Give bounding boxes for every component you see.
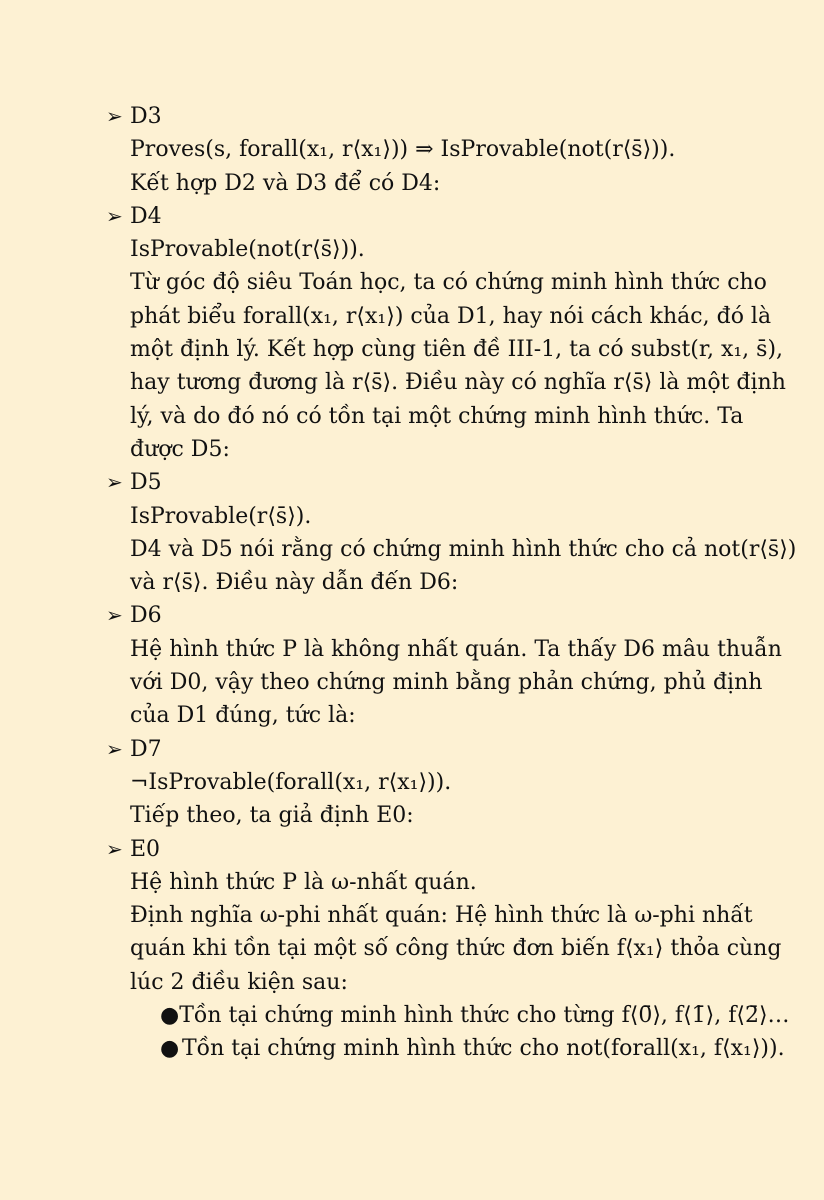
- text-line: D4 và D5 nói rằng có chứng minh hình thức cho cả not(r⟨s̄⟩): [130, 536, 797, 562]
- text-line: lúc 2 điều kiện sau:: [130, 969, 348, 995]
- section-heading: [106, 200, 786, 233]
- bullet-item: [106, 999, 790, 1032]
- page-content: [106, 100, 797, 1066]
- arrow-bullet-icon: ➢: [106, 104, 123, 128]
- arrow-bullet-icon: ➢: [106, 836, 123, 861]
- text-line: với D0, vậy theo chứng minh bằng phản chứng, phủ định: [130, 670, 763, 696]
- section-label: D5: [130, 470, 162, 496]
- bullet-text: Tồn tại chứng minh hình thức cho not(forall(x₁, f⟨x₁⟩)).: [182, 1036, 785, 1062]
- text-line: phát biểu forall(x₁, r⟨x₁⟩) của D1, hay nói cách khác, đó là: [130, 303, 772, 329]
- bullet-item: [106, 1032, 786, 1065]
- text-line: IsProvable(not(r⟨s̄⟩)).: [130, 237, 365, 263]
- text-line: lý, và do đó nó có tồn tại một chứng minh hình thức. Ta: [130, 403, 744, 429]
- bullet-dot-icon: ●: [160, 1036, 180, 1062]
- text-line: của D1 đúng, tức là:: [130, 703, 356, 729]
- text-line: IsProvable(r⟨s̄⟩).: [130, 503, 312, 529]
- text-line: được D5:: [130, 436, 230, 462]
- arrow-bullet-icon: ➢: [106, 736, 123, 761]
- text-line: Hệ hình thức P là không nhất quán. Ta thấy D6 mâu thuẫn: [130, 636, 782, 662]
- arrow-bullet-icon: ➢: [106, 470, 123, 495]
- section-heading: [106, 733, 786, 766]
- text-line: và r⟨s̄⟩. Điều này dẫn đến D6:: [130, 570, 459, 596]
- section-label: D3: [130, 104, 162, 129]
- bullet-text: Tồn tại chứng minh hình thức cho từng f⟨0̄⟩, f⟨1̄⟩, f⟨2̄⟩…: [179, 1003, 790, 1029]
- bullet-dot-icon: ●: [160, 1003, 180, 1029]
- arrow-bullet-icon: ➢: [106, 203, 123, 228]
- text-line: hay tương đương là r⟨s̄⟩. Điều này có nghĩa r⟨s̄⟩ là một định: [130, 370, 786, 396]
- bullet-list: [106, 999, 790, 1066]
- text-line: Từ góc độ siêu Toán học, ta có chứng minh hình thức cho: [130, 270, 767, 296]
- section-label: E0: [130, 836, 161, 862]
- section-heading: [106, 833, 786, 866]
- text-line: Proves(s, forall(x₁, r⟨x₁⟩)) ⇒ IsProvable(not(r⟨s̄⟩)).: [130, 137, 676, 163]
- arrow-bullet-icon: ➢: [106, 603, 123, 628]
- section-heading: [106, 100, 786, 133]
- text-line: Định nghĩa ω-phi nhất quán: Hệ hình thức là ω-phi nhất: [130, 903, 753, 929]
- text-line: ¬IsProvable(forall(x₁, r⟨x₁⟩)).: [130, 769, 452, 795]
- text-line: quán khi tồn tại một số công thức đơn biến f⟨x₁⟩ thỏa cùng: [130, 936, 782, 962]
- section-label: D6: [130, 603, 162, 629]
- text-line: một định lý. Kết hợp cùng tiên đề III-1, ta có subst(r, x₁, s̄),: [130, 337, 784, 363]
- text-line: Hệ hình thức P là ω-nhất quán.: [130, 869, 477, 895]
- section-heading: [106, 466, 786, 499]
- text-line: Tiếp theo, ta giả định E0:: [130, 803, 414, 829]
- section-label: D7: [130, 736, 162, 762]
- text-line: Kết hợp D2 và D3 để có D4:: [130, 170, 441, 196]
- section-label: D4: [130, 203, 162, 229]
- section-heading: [106, 599, 786, 632]
